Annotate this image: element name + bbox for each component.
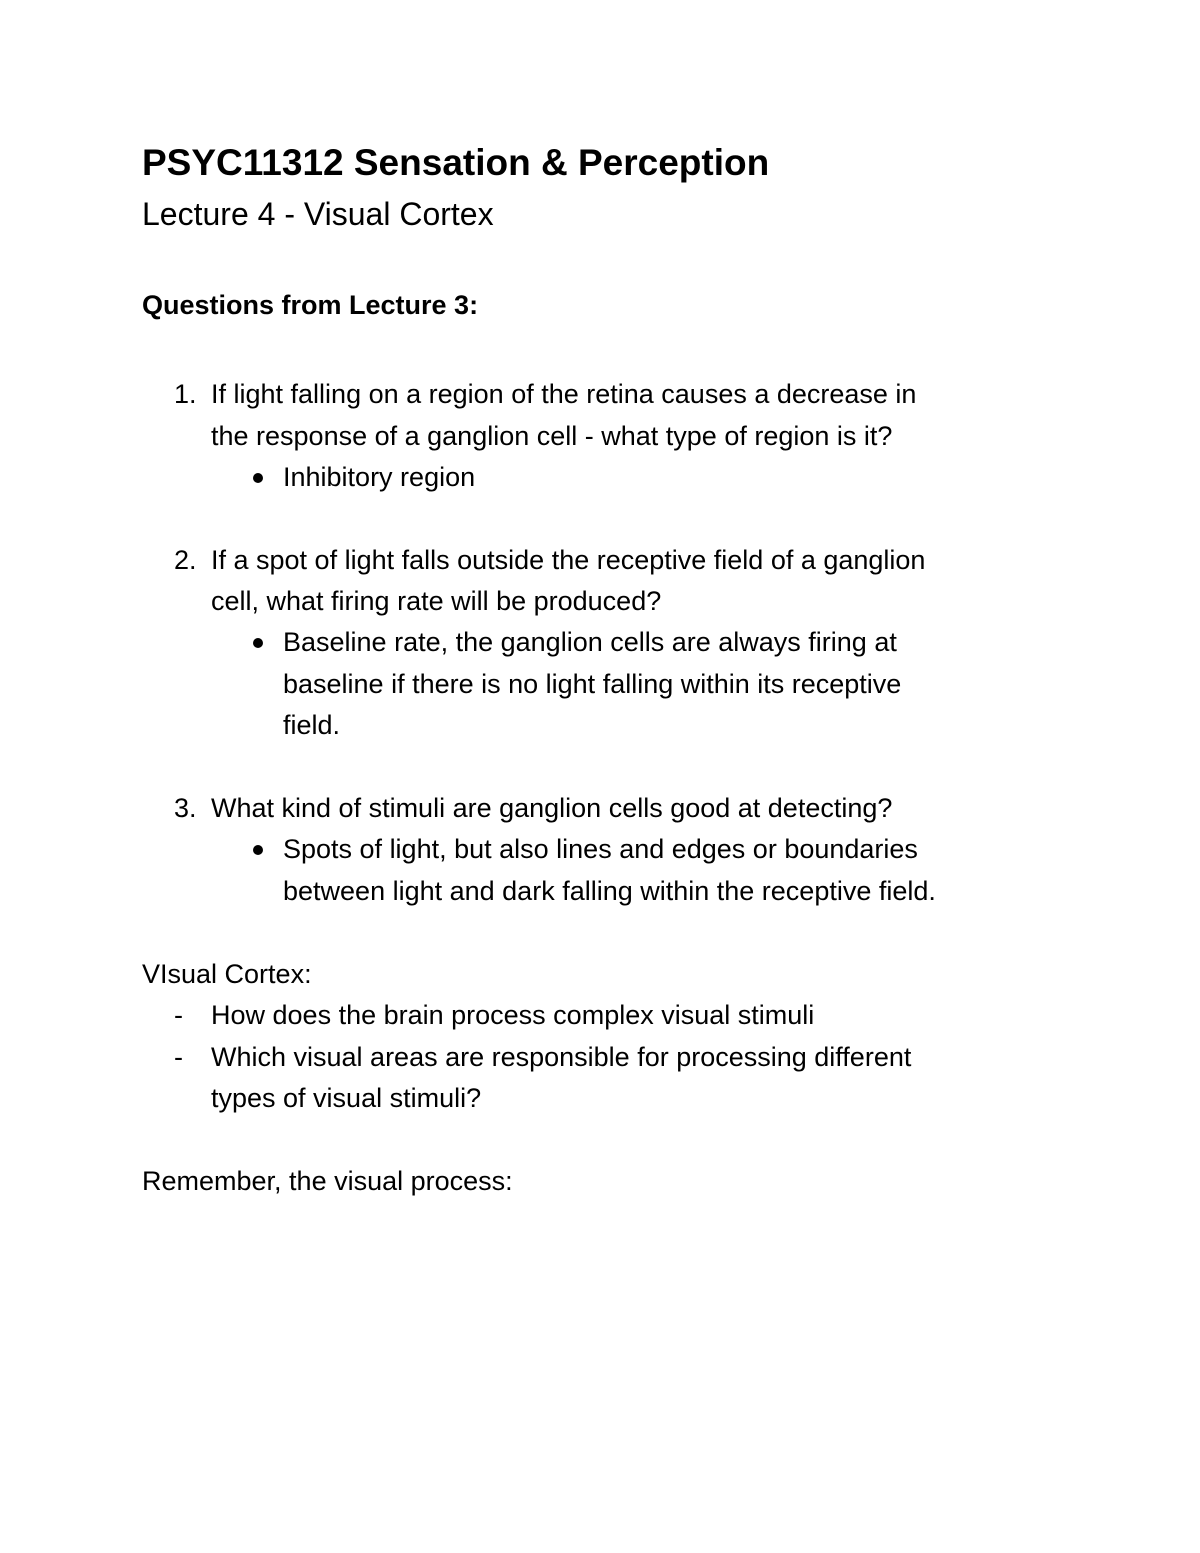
answer-text-line: Baseline rate, the ganglion cells are always firing at [283, 627, 897, 657]
dash-item-text-line: How does the brain process complex visual stimuli [211, 1000, 815, 1030]
answer-text-line: between light and dark falling within the receptive field. [283, 876, 936, 906]
visual-cortex-heading: VIsual Cortex: [142, 959, 312, 989]
questions-heading: Questions from Lecture 3: [142, 290, 479, 320]
answer-text-line: field. [283, 710, 341, 740]
bullet-icon [253, 638, 263, 648]
question-number: 1. [174, 379, 197, 409]
closing-text: Remember, the visual process: [142, 1166, 513, 1196]
question-text-line: What kind of stimuli are ganglion cells good at detecting? [211, 793, 893, 823]
lecture-subtitle: Lecture 4 - Visual Cortex [142, 196, 494, 232]
dash-item-text-line: Which visual areas are responsible for processing different [211, 1042, 912, 1072]
dash-marker: - [174, 1000, 183, 1030]
bullet-icon [253, 473, 263, 483]
bullet-icon [253, 845, 263, 855]
question-text-line: If a spot of light falls outside the receptive field of a ganglion [211, 545, 926, 575]
answer-text-line: Spots of light, but also lines and edges or boundaries [283, 834, 918, 864]
document-title: PSYC11312 Sensation & Perception [142, 142, 770, 183]
question-text-line: cell, what firing rate will be produced? [211, 586, 662, 616]
answer-text-line: baseline if there is no light falling within its receptive [283, 669, 902, 699]
question-number: 3. [174, 793, 197, 823]
question-number: 2. [174, 545, 197, 575]
question-text-line: the response of a ganglion cell - what type of region is it? [211, 421, 893, 451]
answer-text-line: Inhibitory region [283, 462, 476, 492]
dash-item-text-line: types of visual stimuli? [211, 1083, 482, 1113]
dash-marker: - [174, 1042, 183, 1072]
question-text-line: If light falling on a region of the retina causes a decrease in [211, 379, 917, 409]
